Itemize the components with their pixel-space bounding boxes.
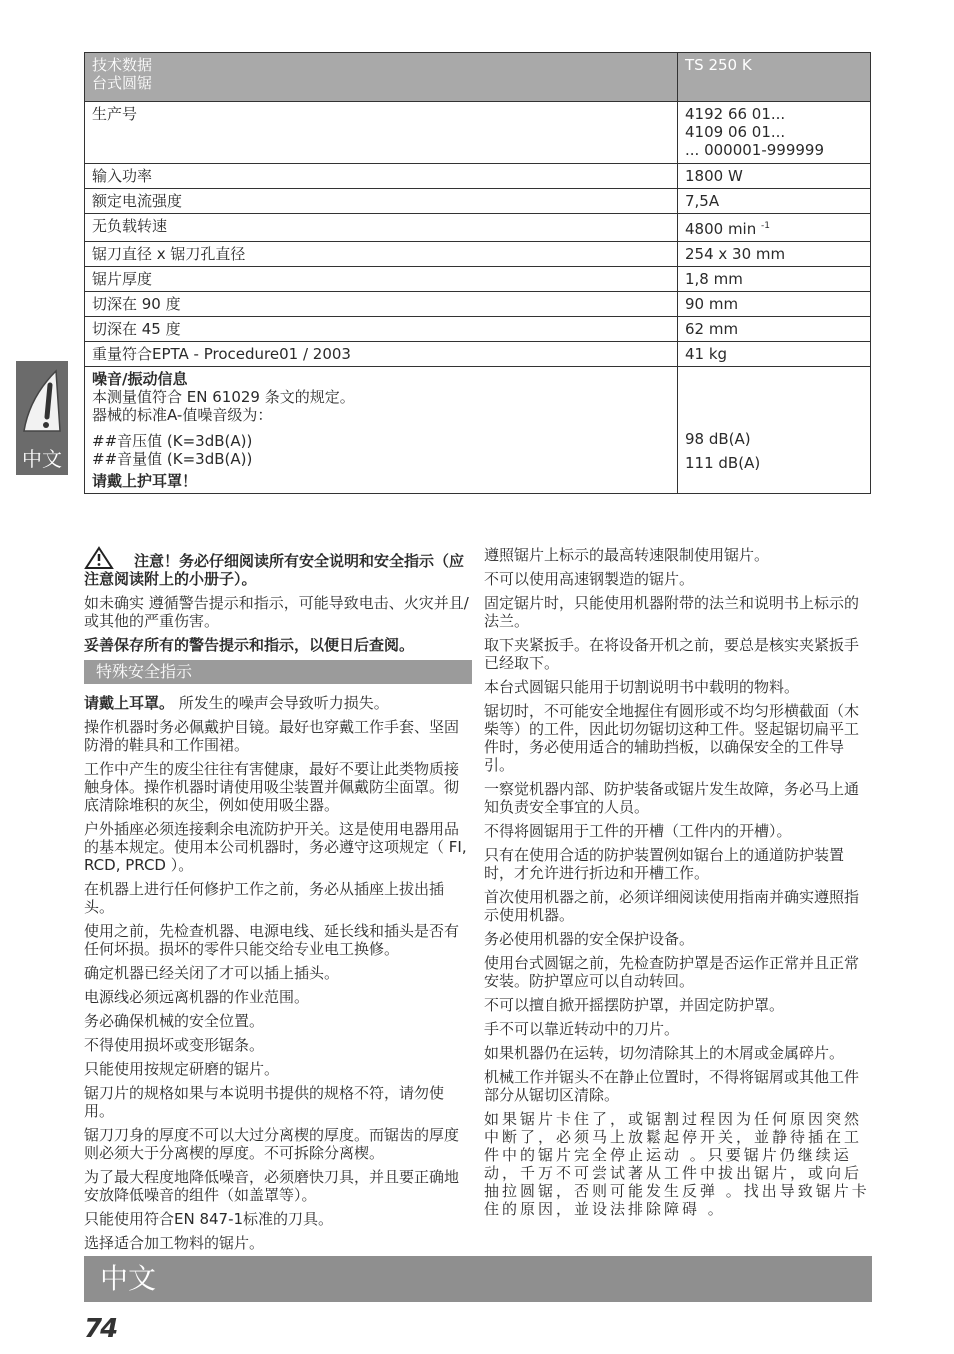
ear-protection-rest: 所发生的噪声会导致听力损失。 (174, 694, 389, 712)
safety-paragraph: 只能使用符合EN 847-1标准的刀具。 (84, 1210, 334, 1228)
safety-paragraph: 取下夹紧扳手。在将设备开机之前，要总是核实夹紧扳手已经取下。 (484, 636, 860, 672)
row-value: 254 x 30 mm (678, 242, 871, 267)
safety-paragraph: 户外插座必须连接剩余电流防护开关。这是使用电器用品的基本规定。使用本公司机器时，务必遵守这项规定（ FI, RCD, PRCD ）。 (84, 820, 467, 874)
safety-paragraph: 确定机器已经关闭了才可以插上插头。 (84, 964, 340, 982)
noise-level-intro: 器械的标准A-值噪音级为： (92, 406, 273, 424)
noise-values (678, 367, 871, 494)
table-row (85, 214, 871, 242)
row-label: 锯刀直径 x 锯刀孔直径 (85, 242, 678, 267)
row-value: 62 mm (678, 317, 871, 342)
safety-warning-text: 注意！务必仔细阅读所有安全说明和安全指示（应注意阅读附上的小册子）。 (84, 552, 465, 588)
left-column (84, 546, 472, 1258)
footer-language: 中文 (100, 1262, 157, 1295)
safety-warning-heading (84, 546, 472, 588)
safety-paragraph: 锯刀刀身的厚度不可以大过分离楔的厚度。而锯齿的厚度则必须大于分离楔的厚度。不可拆除分离楔。 (84, 1126, 460, 1162)
safety-paragraph: 本台式圆锯只能用于切割说明书中载明的物料。 (484, 678, 800, 696)
safety-paragraph: 手不可以靠近转动中的刀片。 (484, 1020, 680, 1038)
safety-paragraph: 不可以擅自掀开摇摆防护罩，并固定防护罩。 (484, 996, 785, 1014)
warning-paragraph: 如未确实 遵循警告提示和指示，可能导致电击、火灾并且/ 或其他的严重伤害。 (84, 594, 469, 630)
safety-paragraph: 选择适合加工物料的锯片。 (84, 1234, 265, 1252)
safety-paragraph: 务必使用机器的安全保护设备。 (484, 930, 695, 948)
noise-row (85, 367, 871, 494)
sound-power-label: ##音量值 (K=3dB(A)) (92, 450, 253, 468)
row-label: 生产号 (85, 102, 678, 164)
row-label: 重量符合EPTA - Procedure01 / 2003 (85, 342, 678, 367)
serial-1: 4192 66 01... (685, 105, 786, 123)
header-title-line-1: 技术数据 (92, 56, 153, 74)
serial-3: ... 000001-999999 (685, 141, 825, 159)
sound-pressure-value: 98 dB(A) (685, 430, 751, 448)
row-label: 无负载转速 (85, 214, 678, 242)
technical-data-table (84, 52, 871, 494)
safety-paragraph: 不得使用损坏或变形锯条。 (84, 1036, 265, 1054)
wear-ear-protection: 请戴上护耳罩！ (92, 472, 198, 490)
safety-paragraph: 使用台式圆锯之前，先检查防护罩是否运作正常并且正常安装。防护罩应可以自动转回。 (484, 954, 860, 990)
warning-exclamation-icon (20, 367, 64, 439)
safety-paragraph: 遵照锯片上标示的最高转速限制使用锯片。 (484, 546, 770, 564)
table-row (85, 242, 871, 267)
sound-power-value: 111 dB(A) (685, 454, 761, 472)
side-tab-language: 中文 (22, 447, 62, 471)
serial-2: 4109 06 01... (685, 123, 786, 141)
row-label: 锯片厚度 (85, 267, 678, 292)
safety-paragraph: 固定锯片时，只能使用机器附带的法兰和说明书上标示的法兰。 (484, 594, 860, 630)
safety-paragraph: 一察觉机器内部、防护装备或锯片发生故障，务必马上通知负责安全事宜的人员。 (484, 780, 860, 816)
keep-instructions: 妥善保存所有的警告提示和指示，以便日后查阅。 (84, 636, 415, 654)
row-value: 1800 W (678, 164, 871, 189)
speed-unit-exponent: -1 (761, 221, 770, 231)
section-heading: 特殊安全指示 (84, 660, 472, 684)
table-row (85, 342, 871, 367)
speed-value: 4800 min (685, 220, 757, 238)
safety-paragraph: 不得将圆锯用于工件的开槽（工件内的开槽）。 (484, 822, 792, 840)
table-row (85, 317, 871, 342)
noise-title: 噪音/振动信息 (92, 370, 188, 388)
safety-paragraph: 只有在使用合适的防护装置例如锯台上的通道防护装置时，才允许进行折边和开槽工作。 (484, 846, 845, 882)
footer-language-bar (84, 1256, 872, 1302)
right-column (484, 546, 870, 1224)
language-side-tab (16, 361, 68, 475)
ear-protection-bold: 请戴上耳罩。 (84, 694, 175, 712)
safety-paragraph: 不可以使用高速钢製造的锯片。 (484, 570, 695, 588)
safety-paragraph: 锯刀片的规格如果与本说明书提供的规格不符，请勿使用。 (84, 1084, 445, 1120)
row-value: 1,8 mm (678, 267, 871, 292)
sound-pressure-label: ##音压值 (K=3dB(A)) (92, 432, 253, 450)
safety-paragraph: 电源线必须远离机器的作业范围。 (84, 988, 310, 1006)
row-value: 7,5A (678, 189, 871, 214)
blade-jam-paragraph: 如果锯片卡住了，或锯割过程因为任何原因突然中断了，必须马上放鬆起停开关，並静待插在工件中的锯片完全停止运动 。只要锯片仍继续运动，千万不可尝试著从工件中拔出锯片，或向后抽拉圆锯，否则可能发生反弹 。找出导致锯片卡住的原因，並设法排除障碍 。 (484, 1110, 870, 1218)
page-number: 74 (84, 1314, 117, 1344)
safety-paragraph: 使用之前，先检查机器、电源电线、延长线和插头是否有任何坏损。损坏的零件只能交给专业电工换修。 (84, 922, 460, 958)
noise-standard: 本测量值符合 EN 61029 条文的规定。 (92, 388, 355, 406)
safety-paragraph: 操作机器时务必佩戴护目镜。最好也穿戴工作手套、坚固防滑的鞋具和工作围裙。 (84, 718, 460, 754)
row-label: 切深在 90 度 (85, 292, 678, 317)
noise-info (85, 367, 678, 494)
row-label: 输入功率 (85, 164, 678, 189)
row-value (678, 102, 871, 164)
row-value (678, 214, 871, 242)
row-label: 切深在 45 度 (85, 317, 678, 342)
safety-paragraph: 如果机器仍在运转，切勿清除其上的木屑或金属碎片。 (484, 1044, 845, 1062)
row-label: 额定电流强度 (85, 189, 678, 214)
table-row (85, 164, 871, 189)
table-row (85, 267, 871, 292)
safety-paragraph: 只能使用按规定研磨的锯片。 (84, 1060, 280, 1078)
safety-paragraph: 锯切时，不可能安全地握住有圆形或不均匀形横截面（木柴等）的工件，因此切勿锯切这种工件。竖起锯切扁平工件时，务必使用适合的辅助挡板，以确保安全的工件导引。 (484, 702, 860, 774)
warning-triangle-icon (84, 546, 114, 570)
table-header-model: TS 250 K (678, 53, 871, 102)
table-header-row (85, 53, 871, 102)
header-title-line-2: 台式圆锯 (92, 74, 153, 92)
safety-paragraph: 务必确保机械的安全位置。 (84, 1012, 265, 1030)
safety-paragraph: 在机器上进行任何修护工作之前，务必从插座上拔出插头。 (84, 880, 445, 916)
row-value: 90 mm (678, 292, 871, 317)
safety-paragraph: 机械工作并锯头不在静止位置时，不得将锯屑或其他工件部分从锯切区清除。 (484, 1068, 860, 1104)
safety-paragraph: 首次使用机器之前，必须详细阅读使用指南并确实遵照指示使用机器。 (484, 888, 860, 924)
ear-protection-paragraph (84, 694, 472, 712)
table-row (85, 189, 871, 214)
safety-paragraph: 为了最大程度地降低噪音，必须磨快刀具，并且要正确地安放降低噪音的组件（如盖罩等）。 (84, 1168, 460, 1204)
table-row (85, 292, 871, 317)
table-row (85, 102, 871, 164)
table-header-title (85, 53, 678, 102)
row-value: 41 kg (678, 342, 871, 367)
safety-paragraph: 工作中产生的废尘往往有害健康，最好不要让此类物质接触身体。操作机器时请使用吸尘装置并佩戴防尘面罩。彻底清除堆积的灰尘，例如使用吸尘器。 (84, 760, 460, 814)
